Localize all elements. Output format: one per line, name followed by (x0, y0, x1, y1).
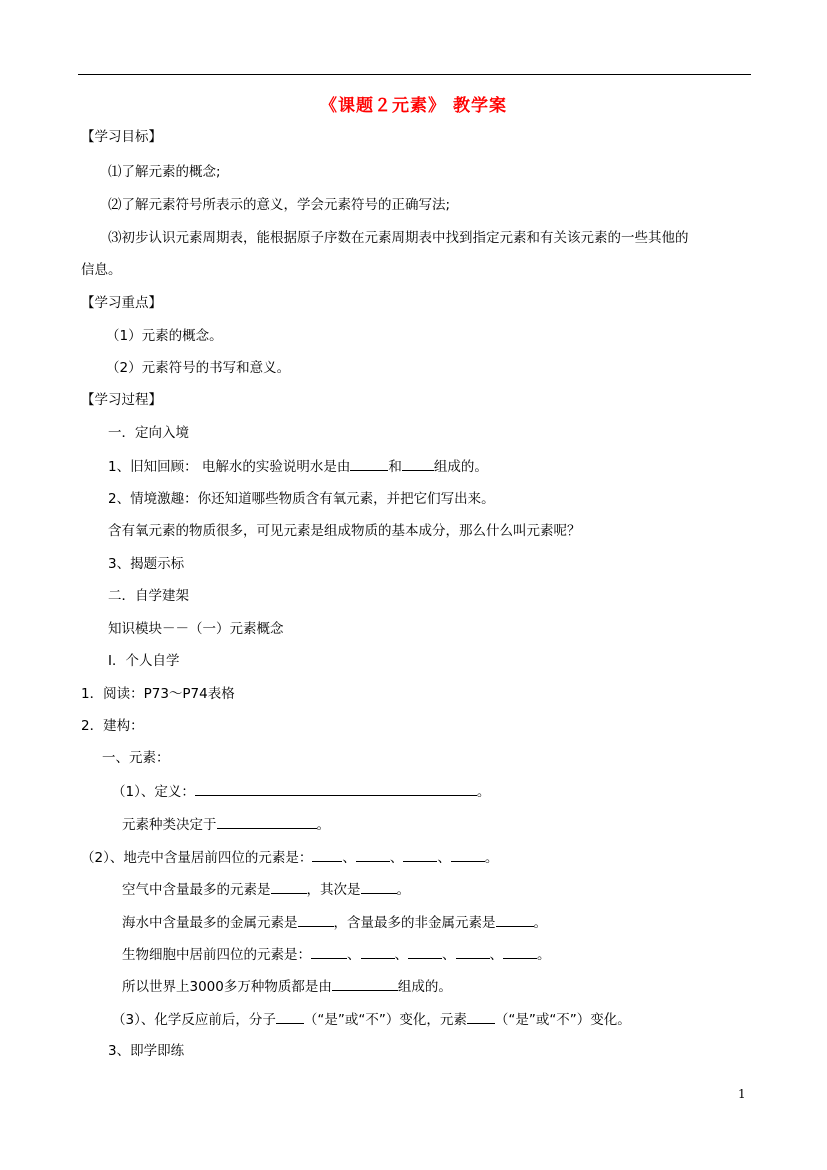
process-heading: 【学习过程】 (81, 392, 162, 408)
fill-blank[interactable] (451, 848, 485, 862)
reaction-line: （3）、化学反应前后，分子 （“是”或“不”）变化，元素 （“是”或“不”）变化。 (112, 1012, 631, 1028)
fill-blank[interactable] (361, 880, 397, 894)
fill-blank[interactable] (311, 945, 347, 959)
question-2-note: 含有氧元素的物质很多，可见元素是组成物质的基本成分，那么什么叫元素呢？ (108, 523, 581, 539)
section-two: 二．自学建架 (108, 588, 189, 604)
keypoint-item-1: （1）元素的概念。 (106, 328, 223, 344)
air-elements-line: 空气中含量最多的元素是 ，其次是 。 (122, 882, 410, 898)
definition-line: （1）、定义： 。 (112, 784, 491, 800)
knowledge-module: 知识模块－－（一）元素概念 (108, 621, 284, 637)
construct-task: 2．建构： (81, 718, 144, 734)
world-substances-line: 所以世界上3000多万种物质都是由 组成的。 (122, 979, 452, 995)
fill-blank[interactable] (403, 848, 437, 862)
fill-blank[interactable] (467, 1010, 495, 1024)
fill-blank[interactable] (408, 945, 442, 959)
fill-blank[interactable] (312, 848, 342, 862)
objectives-heading: 【学习目标】 (81, 129, 162, 145)
practice-heading: 3、即学即练 (108, 1043, 185, 1059)
element-kind-line: 元素种类决定于 。 (122, 817, 330, 833)
objective-item-2: ⑵了解元素符号所表示的意义，学会元素符号的正确写法; (108, 197, 451, 213)
fill-blank[interactable] (195, 782, 477, 796)
fill-blank[interactable] (276, 1010, 304, 1024)
fill-blank[interactable] (350, 457, 388, 471)
keypoint-item-2: （2）元素符号的书写和意义。 (106, 360, 291, 376)
element-heading: 一、元素： (102, 750, 170, 766)
fill-blank[interactable] (271, 880, 307, 894)
self-study: Ⅰ．个人自学 (108, 653, 180, 669)
fill-blank[interactable] (217, 815, 317, 829)
document-title: 《课题２元素》 教学案 (320, 96, 507, 116)
crust-elements-line: （2）、地壳中含量居前四位的元素是： 、 、 、 。 (81, 850, 499, 866)
question-2: 2、情境激趣：你还知道哪些物质含有氧元素，并把它们写出来。 (108, 491, 495, 507)
objective-item-3: ⑶初步认识元素周期表，能根据原子序数在元素周期表中找到指定元素和有关该元素的一些其他的 (108, 230, 689, 246)
objective-item-3-cont: 信息。 (81, 262, 122, 278)
fill-blank[interactable] (332, 977, 398, 991)
keypoints-heading: 【学习重点】 (81, 295, 162, 311)
fill-blank[interactable] (456, 945, 490, 959)
fill-blank[interactable] (298, 913, 334, 927)
seawater-elements-line: 海水中含量最多的金属元素是 ，含量最多的非金属元素是 。 (122, 915, 547, 931)
cell-elements-line: 生物细胞中居前四位的元素是： 、 、 、 、 。 (122, 947, 551, 963)
fill-blank[interactable] (503, 945, 537, 959)
fill-blank[interactable] (356, 848, 390, 862)
fill-blank[interactable] (361, 945, 395, 959)
objective-item-1: ⑴了解元素的概念; (108, 164, 221, 180)
header-rule (78, 74, 751, 75)
fill-blank[interactable] (402, 457, 434, 471)
page-number: 1 (738, 1087, 746, 1101)
reading-task: 1．阅读：P73～P74表格 (81, 686, 235, 702)
fill-blank[interactable] (496, 913, 534, 927)
question-3: 3、揭题示标 (108, 556, 185, 572)
section-one: 一．定向入境 (108, 425, 189, 441)
question-1: 1、旧知回顾： 电解水的实验说明水是由 和 组成的。 (108, 459, 488, 475)
